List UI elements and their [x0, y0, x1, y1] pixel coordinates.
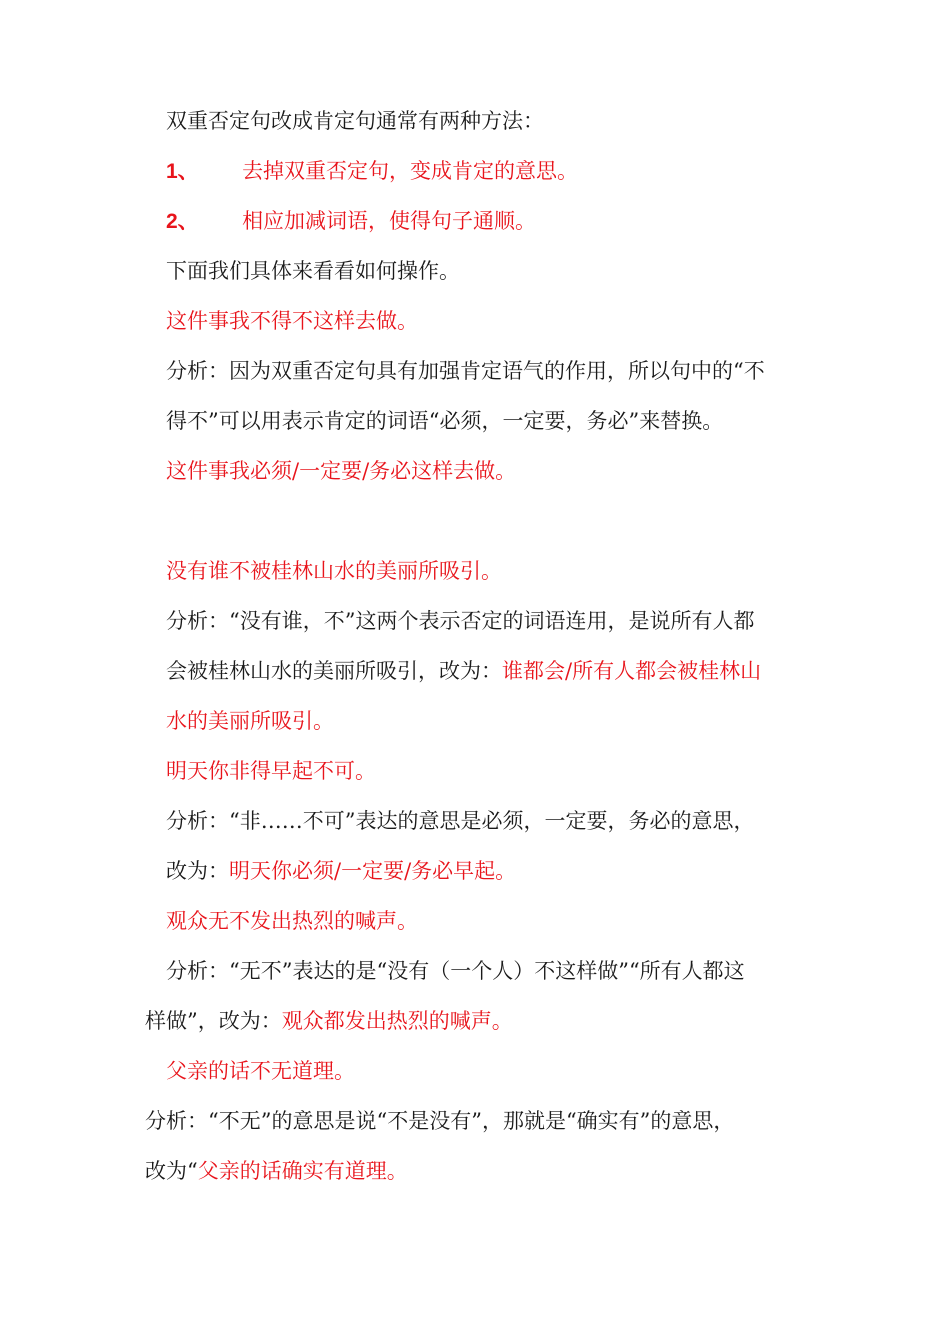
method-2: [166, 206, 536, 236]
example4-sentence: 观众无不发出热烈的喊声。: [166, 909, 418, 933]
example3-sentence: 明天你非得早起不可。: [166, 759, 376, 783]
example5-answer: 父亲的话确实有道理。: [197, 1159, 408, 1183]
example4-answer: 观众都发出热烈的喊声。: [281, 1009, 513, 1033]
method-1-number: 1、: [166, 160, 199, 183]
example2-answer-part2: 水的美丽所吸引。: [166, 709, 334, 733]
example5-analysis-line1: 分析：“不无”的意思是说“不是没有”，那就是“确实有”的意思，: [145, 1109, 735, 1133]
example3-analysis-line2: [166, 856, 516, 886]
example4-analysis-line1: 分析：“无不”表达的是“没有（一个人）不这样做”“所有人都这: [166, 959, 745, 983]
example1-analysis-line2: 得不”可以用表示肯定的词语“必须，一定要，务必”来替换。: [166, 409, 724, 433]
lead-text: 下面我们具体来看看如何操作。: [166, 259, 460, 283]
example5-analysis-prefix: 改为“: [145, 1159, 198, 1183]
method-2-number: 2、: [166, 210, 199, 233]
example3-answer: 明天你必须/一定要/务必早起。: [229, 859, 517, 883]
method-1-text: 去掉双重否定句，变成肯定的意思。: [242, 159, 579, 183]
example2-analysis-line1: 分析：“没有谁，不”这两个表示否定的词语连用，是说所有人都: [166, 609, 755, 633]
intro-text: 双重否定句改成肯定句通常有两种方法：: [166, 109, 544, 133]
example3-analysis-line1: 分析：“非……不可”表达的意思是必须，一定要，务必的意思，: [166, 809, 755, 833]
example2-analysis-prefix: 会被桂林山水的美丽所吸引，改为：: [166, 659, 502, 683]
example1-analysis-line1: 分析：因为双重否定句具有加强肯定语气的作用，所以句中的“不: [166, 359, 765, 383]
example3-analysis-prefix: 改为：: [166, 859, 229, 883]
example2-analysis-line2: [166, 656, 761, 686]
example4-analysis-line2: [145, 1006, 513, 1036]
method-1: [166, 156, 578, 186]
example4-analysis-prefix: 样做”，改为：: [145, 1009, 282, 1033]
method-2-text: 相应加减词语，使得句子通顺。: [242, 209, 537, 233]
example1-sentence: 这件事我不得不这样去做。: [166, 309, 418, 333]
example5-sentence: 父亲的话不无道理。: [166, 1059, 355, 1083]
example2-sentence: 没有谁不被桂林山水的美丽所吸引。: [166, 559, 502, 583]
example2-answer-part1: 谁都会/所有人都会被桂林山: [502, 659, 762, 683]
example1-answer: 这件事我必须/一定要/务必这样去做。: [166, 459, 517, 483]
example5-analysis-line2: [145, 1156, 408, 1186]
